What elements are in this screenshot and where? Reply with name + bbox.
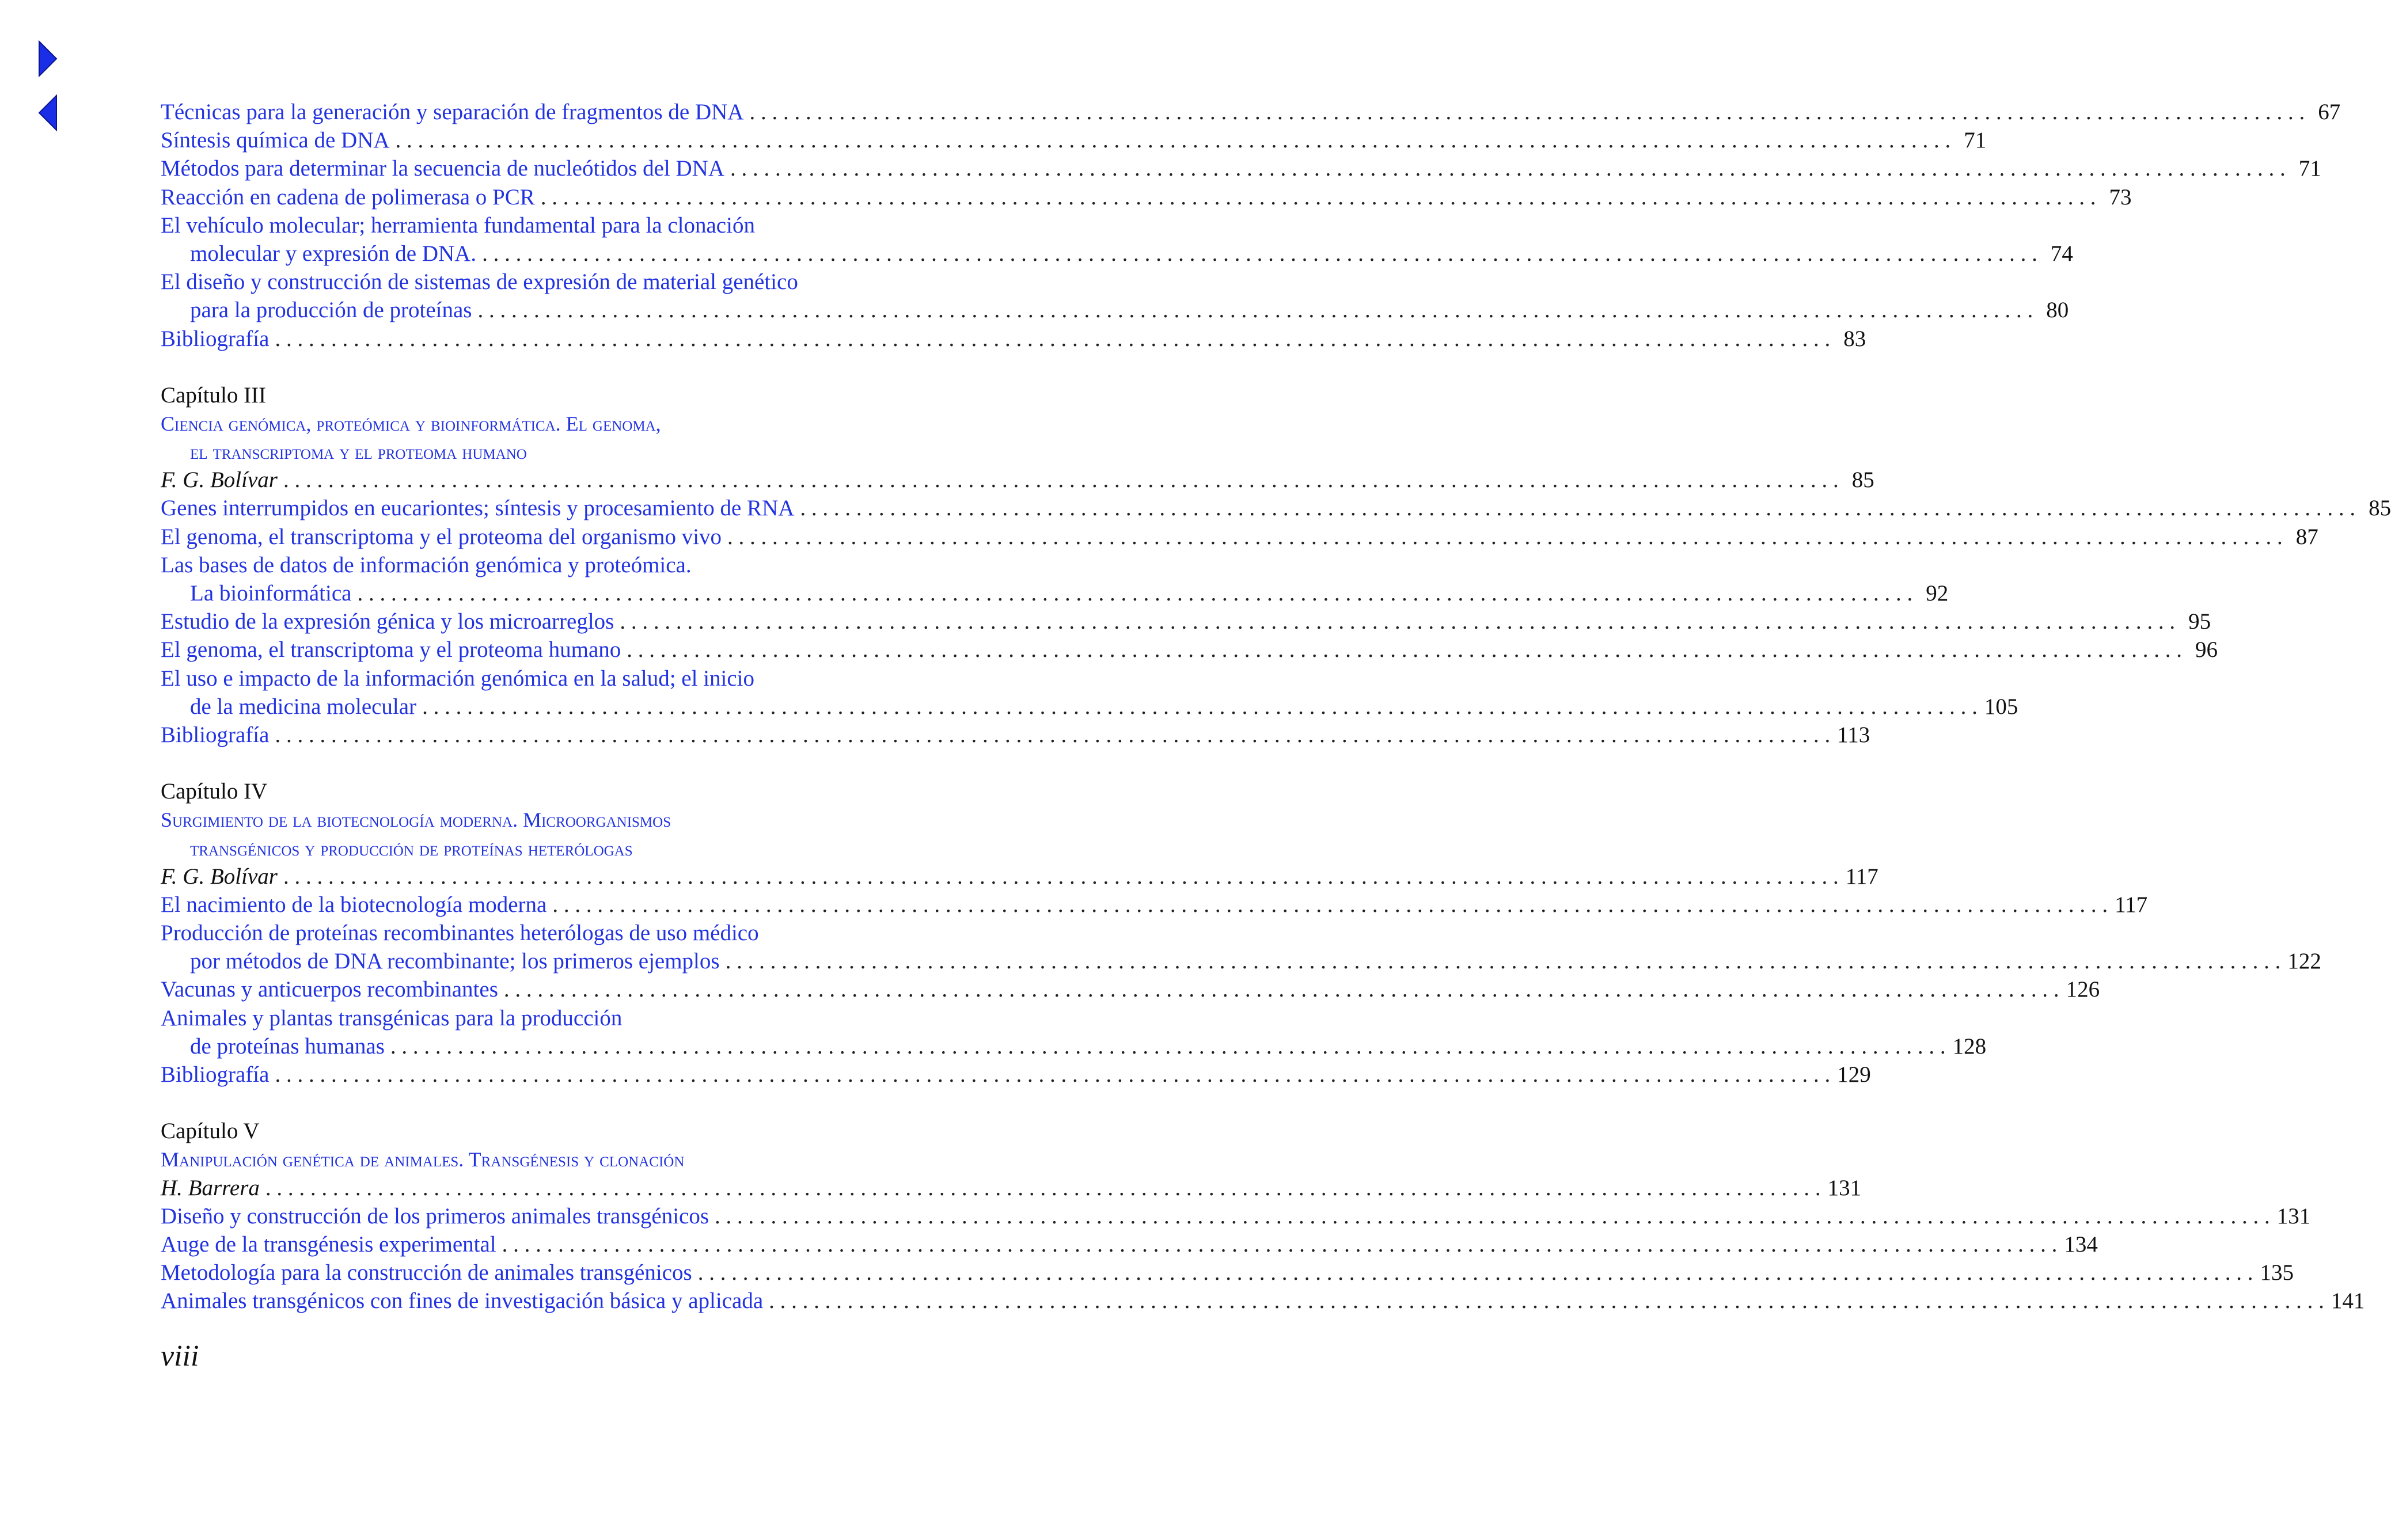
chapter-author: F. G. Bolívar . . . 85: [161, 466, 961, 494]
toc-entry[interactable]: Bibliografía . . . 83: [161, 325, 961, 353]
chapter-heading[interactable]: transgénicos y producción de proteínas heterólogas: [190, 836, 633, 860]
toc-entry[interactable]: Bibliografía . . . 113: [161, 721, 961, 749]
toc-entry[interactable]: Estudio de la expresión génica y los microarreglos . . . 95: [161, 607, 961, 636]
next-page-button[interactable]: [38, 40, 58, 77]
toc-entry[interactable]: Metodología para la construcción de animales transgénicos . . . 135: [161, 1258, 961, 1287]
toc-entry[interactable]: de proteínas humanas . . . 128: [161, 1032, 961, 1060]
toc-entry[interactable]: Técnicas para la generación y separación de fragmentos de DNA . . . 67: [161, 98, 961, 126]
toc-entry-line[interactable]: El diseño y construcción de sistemas de expresión de material genético: [161, 269, 798, 295]
toc-entry[interactable]: La bioinformática . . . 92: [161, 579, 961, 607]
chapter-heading[interactable]: el transcriptoma y el proteoma humano: [190, 440, 527, 464]
toc-entry[interactable]: El genoma, el transcriptoma y el proteoma del organismo vivo . . . 87: [161, 523, 961, 551]
toc-entry[interactable]: Diseño y construcción de los primeros animales transgénicos . . . 131: [161, 1202, 961, 1230]
toc-entry[interactable]: Reacción en cadena de polimerasa o PCR . . . 73: [161, 183, 961, 211]
toc-entry[interactable]: Animales transgénicos con fines de investigación básica y aplicada . . . 141: [161, 1287, 961, 1315]
toc-entry[interactable]: Bibliografía . . . 129: [161, 1060, 961, 1089]
chapter-author: F. G. Bolívar . . . 117: [161, 862, 961, 891]
toc-entry-line[interactable]: El uso e impacto de la información genómica en la salud; el inicio: [161, 666, 755, 691]
chapter-label: Capítulo IV: [161, 779, 268, 804]
toc-entry[interactable]: Genes interrumpidos en eucariontes; síntesis y procesamiento de RNA . . . 85: [161, 494, 961, 522]
toc-entry[interactable]: El nacimiento de la biotecnología moderna . . . 117: [161, 891, 961, 919]
toc-entry-line[interactable]: Las bases de datos de información genómica y proteómica.: [161, 552, 692, 577]
chapter-author: H. Barrera . . . 131: [161, 1174, 961, 1202]
toc-entry[interactable]: por métodos de DNA recombinante; los primeros ejemplos . . . 122: [161, 947, 961, 975]
toc-entry[interactable]: Vacunas y anticuerpos recombinantes . . . 126: [161, 975, 961, 1003]
toc-entry[interactable]: de la medicina molecular . . . 105: [161, 693, 961, 721]
chapter-heading[interactable]: Manipulación genética de animales. Transgénesis y clonación: [161, 1148, 685, 1172]
toc-entry[interactable]: Métodos para determinar la secuencia de nucleótidos del DNA . . . 71: [161, 154, 961, 182]
chapter-label: Capítulo III: [161, 382, 267, 408]
page-number: viii: [161, 1340, 199, 1372]
triangle-left-icon: [38, 94, 58, 131]
toc-entry[interactable]: Auge de la transgénesis experimental . . . 134: [161, 1230, 961, 1258]
toc-entry[interactable]: El genoma, el transcriptoma y el proteoma humano . . . 96: [161, 636, 961, 664]
toc-entry-line[interactable]: Producción de proteínas recombinantes heterólogas de uso médico: [161, 921, 759, 946]
toc-entry[interactable]: molecular y expresión de DNA. . . . 74: [161, 239, 961, 268]
table-of-contents: [161, 98, 2391, 1315]
triangle-right-icon: [38, 40, 58, 77]
chapter-label: Capítulo V: [161, 1119, 260, 1144]
chapter-heading[interactable]: Ciencia genómica, proteómica y bioinformática. El genoma,: [161, 412, 661, 435]
toc-entry-line[interactable]: Animales y plantas transgénicas para la producción: [161, 1005, 623, 1031]
chapter-heading[interactable]: Surgimiento de la biotecnología moderna. Microorganismos: [161, 808, 671, 832]
previous-page-button[interactable]: [38, 94, 58, 131]
toc-entry-line[interactable]: El vehículo molecular; herramienta fundamental para la clonación: [161, 212, 755, 238]
toc-entry[interactable]: para la producción de proteínas . . . 80: [161, 296, 961, 324]
toc-entry[interactable]: Síntesis química de DNA . . . 71: [161, 126, 961, 154]
